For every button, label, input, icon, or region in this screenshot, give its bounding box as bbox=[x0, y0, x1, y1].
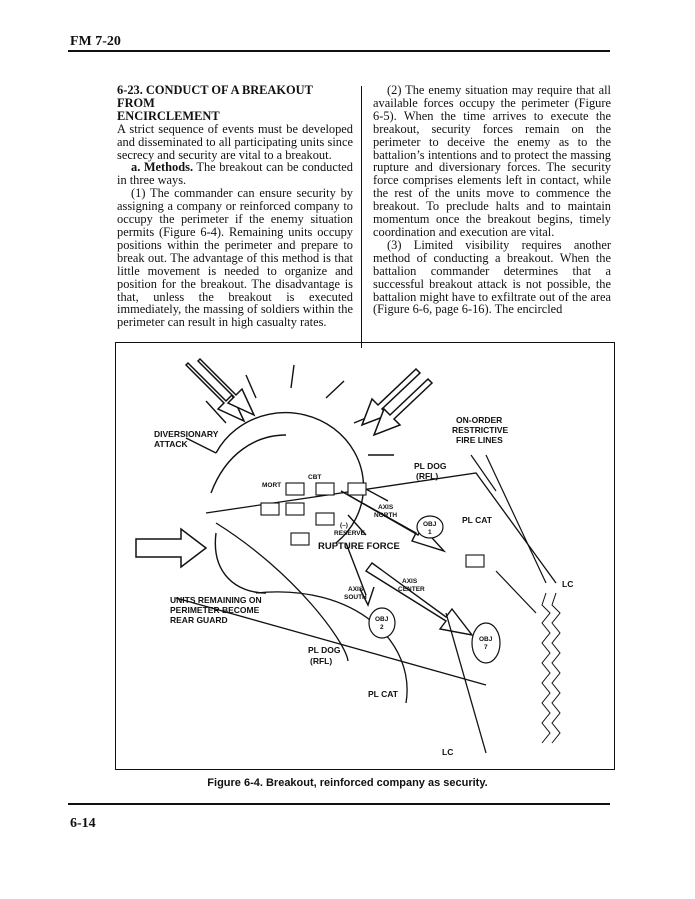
enemy-attack-arrow-nw bbox=[186, 359, 254, 421]
label-mort: MORT bbox=[262, 482, 282, 489]
label-axis-north-1: AXIS bbox=[378, 504, 394, 511]
method-3-paragraph: (3) Limited visibility requires another method of conducting a breakout. When the battalion commander determines that a successful breakout attack is not possible, the battalion might have to exfiltrate out of the area (Figure 6-6, page 6-16). The encircled bbox=[373, 237, 611, 317]
line-of-contact bbox=[542, 593, 560, 743]
label-perimeter: PERIMETER BECOME bbox=[170, 605, 260, 615]
label-rupture-force: RUPTURE FORCE bbox=[318, 541, 400, 552]
method-2-paragraph: (2) The enemy situation may require that all available forces occupy the perimeter (Figure 6-5). When the time arrives to execute the breakout, security forces remain on the perimeter to deceive the enemy as to the battalion’s intentions and to protect the massing rupture and diversionary forces. The security force comprises elements left in contact, while the rest of the units move to commence the breakout. To preclude halts and to maintain momentum once the breakout begins, timely coordination and execution are vital. bbox=[373, 83, 611, 239]
label-fire-lines: FIRE LINES bbox=[456, 435, 503, 445]
label-reserve-1: (–) bbox=[340, 522, 348, 529]
label-axis-north-2: NORTH bbox=[374, 512, 398, 519]
label-axis-center-1: AXIS bbox=[402, 578, 418, 585]
objective-7 bbox=[472, 623, 500, 663]
enemy-attack-arrow-w bbox=[136, 529, 206, 567]
label-obj-7a: OBJ bbox=[479, 636, 493, 643]
label-axis-center-2: CENTER bbox=[398, 586, 425, 593]
label-rfl-top: (RFL) bbox=[416, 471, 439, 481]
restrictive-fire-lines bbox=[471, 455, 546, 613]
label-reserve-2: RESERVE bbox=[334, 530, 365, 537]
label-pl-dog-bottom: PL DOG bbox=[308, 645, 341, 655]
unit-symbols bbox=[261, 483, 484, 567]
right-column bbox=[373, 84, 611, 316]
enemy-attack-arrow-ne bbox=[362, 369, 432, 435]
label-lc-bottom: LC bbox=[442, 747, 454, 757]
label-obj-1a: OBJ bbox=[423, 521, 437, 528]
page-number: 6-14 bbox=[70, 816, 96, 831]
header-rule bbox=[68, 50, 610, 52]
section-title-line-1: 6-23. CONDUCT OF A BREAKOUT FROM bbox=[117, 83, 313, 110]
figure-caption: Figure 6-4. Breakout, reinforced company as security. bbox=[207, 777, 488, 789]
label-pl-dog-top: PL DOG bbox=[414, 461, 447, 471]
methods-text: The breakout can be conducted in three ways. bbox=[117, 160, 353, 188]
methods-label: a. Methods. bbox=[131, 160, 194, 175]
label-obj-7b: 7 bbox=[484, 644, 488, 651]
enemy-encirclement bbox=[186, 365, 394, 593]
label-rfl-bottom: (RFL) bbox=[310, 656, 333, 666]
label-obj-2a: OBJ bbox=[375, 616, 389, 623]
label-attack: ATTACK bbox=[154, 439, 188, 449]
label-on-order: ON-ORDER bbox=[456, 415, 503, 425]
column-divider bbox=[361, 86, 362, 348]
label-pl-cat-top: PL CAT bbox=[462, 515, 492, 525]
breakout-diagram bbox=[116, 343, 616, 771]
label-axis-south-2: SOUTH bbox=[344, 594, 367, 601]
footer-rule bbox=[68, 803, 610, 805]
label-restrictive: RESTRICTIVE bbox=[452, 425, 509, 435]
label-obj-1b: 1 bbox=[428, 529, 432, 536]
intro-paragraph: A strict sequence of events must be developed and disseminated to all participating units since secrecy and security are vital to a breakout. bbox=[117, 121, 353, 162]
methods-paragraph bbox=[117, 161, 353, 187]
running-header: FM 7-20 bbox=[70, 34, 121, 49]
label-axis-south-1: AXIS bbox=[348, 586, 364, 593]
label-obj-2b: 2 bbox=[380, 624, 384, 631]
label-pl-cat-bottom: PL CAT bbox=[368, 689, 398, 699]
objective-2 bbox=[369, 608, 395, 638]
method-1-paragraph: (1) The commander can ensure security by assigning a company or reinforced company to occupy the perimeter if the enemy situation permits (Figure 6-4). Remaining units occupy positions within the perimeter and prepare to break out. The advantage of this method is that little movement is needed to organize and position for the breakout. The disadvantage is that, unless the breakout is executed immediately, the massing of soldiers within the perimeter can result in high casualty rates. bbox=[117, 186, 353, 330]
label-rear-guard: REAR GUARD bbox=[170, 615, 228, 625]
label-units-remaining: UNITS REMAINING ON bbox=[170, 595, 262, 605]
left-column bbox=[117, 84, 353, 329]
label-diversionary: DIVERSIONARY bbox=[154, 429, 219, 439]
section-title-line-2: ENCIRCLEMENT bbox=[117, 108, 220, 123]
label-lc-right: LC bbox=[562, 579, 574, 589]
figure-6-4 bbox=[115, 342, 615, 770]
label-cbt: CBT bbox=[308, 474, 322, 481]
